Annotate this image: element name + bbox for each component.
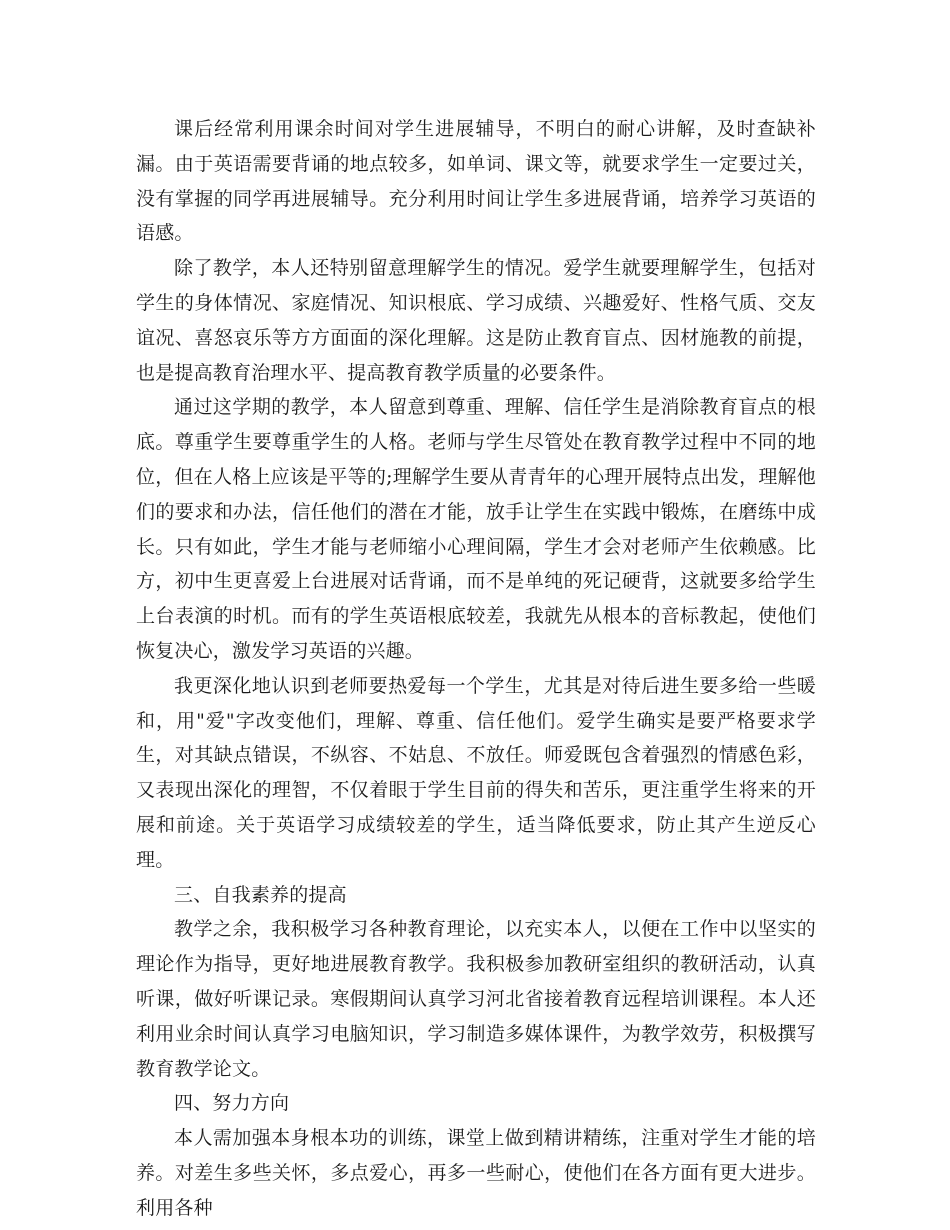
paragraph-love-students: 我更深化地认识到老师要热爱每一个学生，尤其是对待后进生要多给一些暖和，用"爱"字改变他们，理解、尊重、信任他们。爱学生确实是要严格要求学生，对其缺点错误，不纵容、不姑息、不放任。师爱既包含着强烈的情感色彩，又表现出深化的理智，不仅着眼于学生目前的得失和苦乐，更注重学生将来的开展和前途。关于英语学习成绩较差的学生，适当降低要求，防止其产生逆反心理。 bbox=[136, 674, 816, 871]
paragraph-understanding-students: 除了教学，本人还特别留意理解学生的情况。爱学生就要理解学生，包括对学生的身体情况、家庭情况、知识根底、学习成绩、兴趣爱好、性格气质、交友谊况、喜怒哀乐等方方面面的深化理解。这是防止教育盲点、因材施教的前提，也是提高教育治理水平、提高教育教学质量的必要条件。 bbox=[136, 257, 816, 384]
section-heading-direction: 四、努力方向 bbox=[174, 1092, 290, 1115]
paragraph-direction: 本人需加强本身根本功的训练，课堂上做到精讲精练，注重对学生才能的培养。对差生多些关怀，多点爱心，再多一些耐心，使他们在各方面有更大进步。利用各种 bbox=[136, 1127, 816, 1219]
section-heading-self-improvement: 三、自我素养的提高 bbox=[174, 883, 347, 906]
document-body bbox=[136, 112, 816, 1226]
paragraph-respect-trust: 通过这学期的教学，本人留意到尊重、理解、信任学生是消除教育盲点的根底。尊重学生要尊重学生的人格。老师与学生尽管处在教育教学过程中不同的地位，但在人格上应该是平等的;理解学生要从青青年的心理开展特点出发，理解他们的要求和办法，信任他们的潜在才能，放手让学生在实践中锻炼，在磨练中成长。只有如此，学生才能与老师缩小心理间隔，学生才会对老师产生依赖感。比方，初中生更喜爱上台进展对话背诵，而不是单纯的死记硬背，这就要多给学生上台表演的时机。而有的学生英语根底较差，我就先从根本的音标教起，使他们恢复决心，激发学习英语的兴趣。 bbox=[136, 396, 816, 662]
paragraph-tutoring: 课后经常利用课余时间对学生进展辅导，不明白的耐心讲解，及时查缺补漏。由于英语需要背诵的地点较多，如单词、课文等，就要求学生一定要过关，没有掌握的同学再进展辅导。充分利用时间让学生多进展背诵，培养学习英语的语感。 bbox=[136, 118, 816, 245]
paragraph-self-study: 教学之余，我积极学习各种教育理论，以充实本人，以便在工作中以坚实的理论作为指导，更好地进展教育教学。我积极参加教研室组织的教研活动，认真听课，做好听课记录。寒假期间认真学习河北省接着教育远程培训课程。本人还利用业余时间认真学习电脑知识，学习制造多媒体课件，为教学效劳，积极撰写教育教学论文。 bbox=[136, 918, 816, 1080]
